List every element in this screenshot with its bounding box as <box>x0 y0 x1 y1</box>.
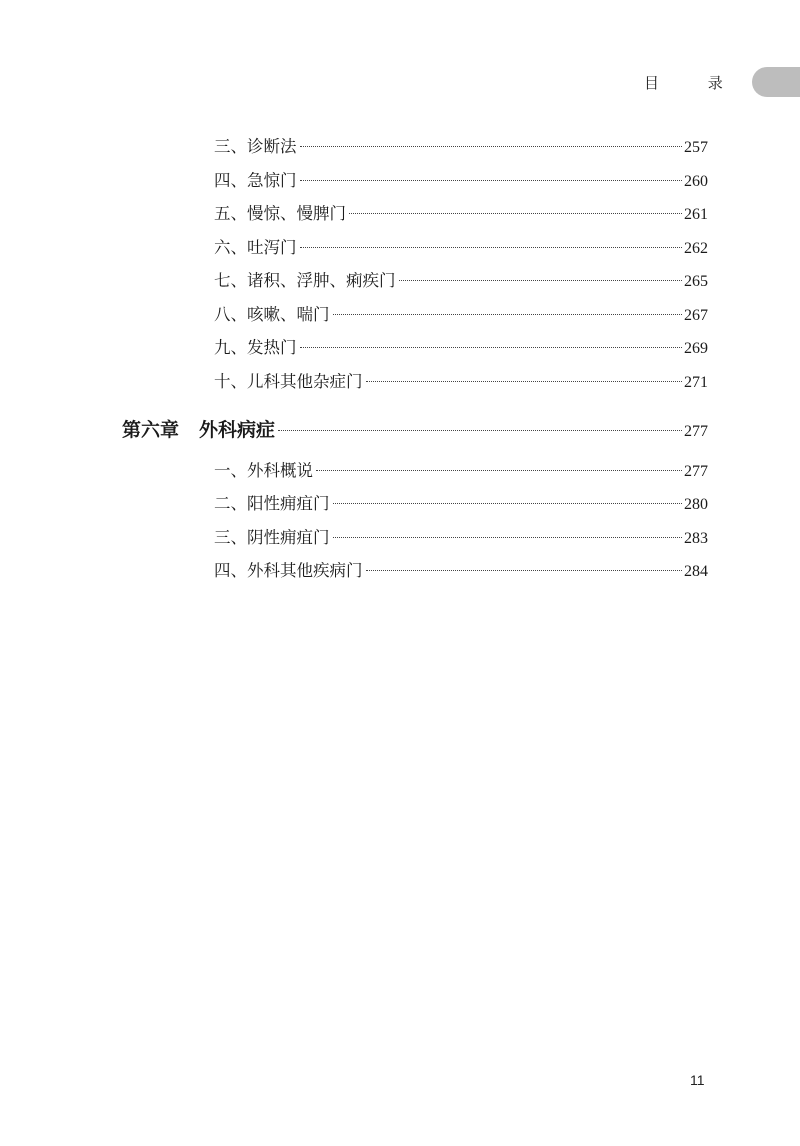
toc-entry[interactable] <box>214 167 708 191</box>
toc-entry[interactable] <box>214 490 708 514</box>
toc-entry-page: 277 <box>684 423 708 440</box>
toc-entry-page: 262 <box>684 240 708 257</box>
running-head: 目 录 <box>644 74 745 92</box>
dot-leader <box>300 146 683 147</box>
page-number: 11 <box>690 1072 705 1088</box>
dot-leader <box>300 247 683 248</box>
toc-entry-page: 269 <box>684 340 708 357</box>
toc-entry-page: 277 <box>684 463 708 480</box>
toc-entry-page: 284 <box>684 563 708 580</box>
dot-leader <box>333 537 683 538</box>
toc-entry[interactable] <box>214 334 708 358</box>
chapter-heading <box>122 415 275 442</box>
toc-entry-label: 三、阴性痈疽门 <box>214 528 330 547</box>
toc-entry[interactable] <box>214 524 708 548</box>
toc-entry-page: 267 <box>684 307 708 324</box>
dot-leader <box>300 347 683 348</box>
toc-entry-page: 260 <box>684 173 708 190</box>
dot-leader <box>399 280 683 281</box>
toc-entry-label: 五、慢惊、慢脾门 <box>214 204 346 223</box>
toc-entry-page: 261 <box>684 206 708 223</box>
dot-leader <box>316 470 682 471</box>
toc-entry-label: 七、诸积、浮肿、痢疾门 <box>214 271 396 290</box>
toc-entry[interactable] <box>214 200 708 224</box>
dot-leader <box>333 503 683 504</box>
toc-entry-page: 265 <box>684 273 708 290</box>
dot-leader <box>333 314 683 315</box>
toc-entry-page: 283 <box>684 530 708 547</box>
section-thumb-tab <box>752 67 800 97</box>
toc-entry-label: 三、诊断法 <box>214 137 297 156</box>
toc-entry-label: 九、发热门 <box>214 338 297 357</box>
dot-leader <box>300 180 683 181</box>
dot-leader <box>366 570 683 571</box>
toc-entry-page: 257 <box>684 139 708 156</box>
toc-entry[interactable] <box>214 267 708 291</box>
toc-entry-page: 271 <box>684 374 708 391</box>
toc-entry-label: 六、吐泻门 <box>214 238 297 257</box>
chapter-number: 第六章 <box>122 419 180 441</box>
toc-entry[interactable] <box>214 234 708 258</box>
toc-entry-label: 一、外科概说 <box>214 461 313 480</box>
dot-leader <box>349 213 682 214</box>
toc-entry-label: 四、急惊门 <box>214 171 297 190</box>
toc-entry[interactable] <box>214 368 708 392</box>
chapter-title: 外科病症 <box>199 419 276 441</box>
dot-leader <box>366 381 683 382</box>
toc-entry[interactable] <box>214 301 708 325</box>
toc-chapter-entry[interactable] <box>122 415 708 442</box>
toc-entry-label: 八、咳嗽、喘门 <box>214 305 330 324</box>
toc-entry-label: 二、阳性痈疽门 <box>214 494 330 513</box>
dot-leader <box>278 430 682 431</box>
toc-entry-label: 四、外科其他疾病门 <box>214 561 363 580</box>
toc-entry-label: 十、儿科其他杂症门 <box>214 372 363 391</box>
toc-entry[interactable] <box>214 557 708 581</box>
toc-entry-page: 280 <box>684 496 708 513</box>
toc-entry[interactable] <box>214 133 708 157</box>
toc-entry[interactable] <box>214 457 708 481</box>
